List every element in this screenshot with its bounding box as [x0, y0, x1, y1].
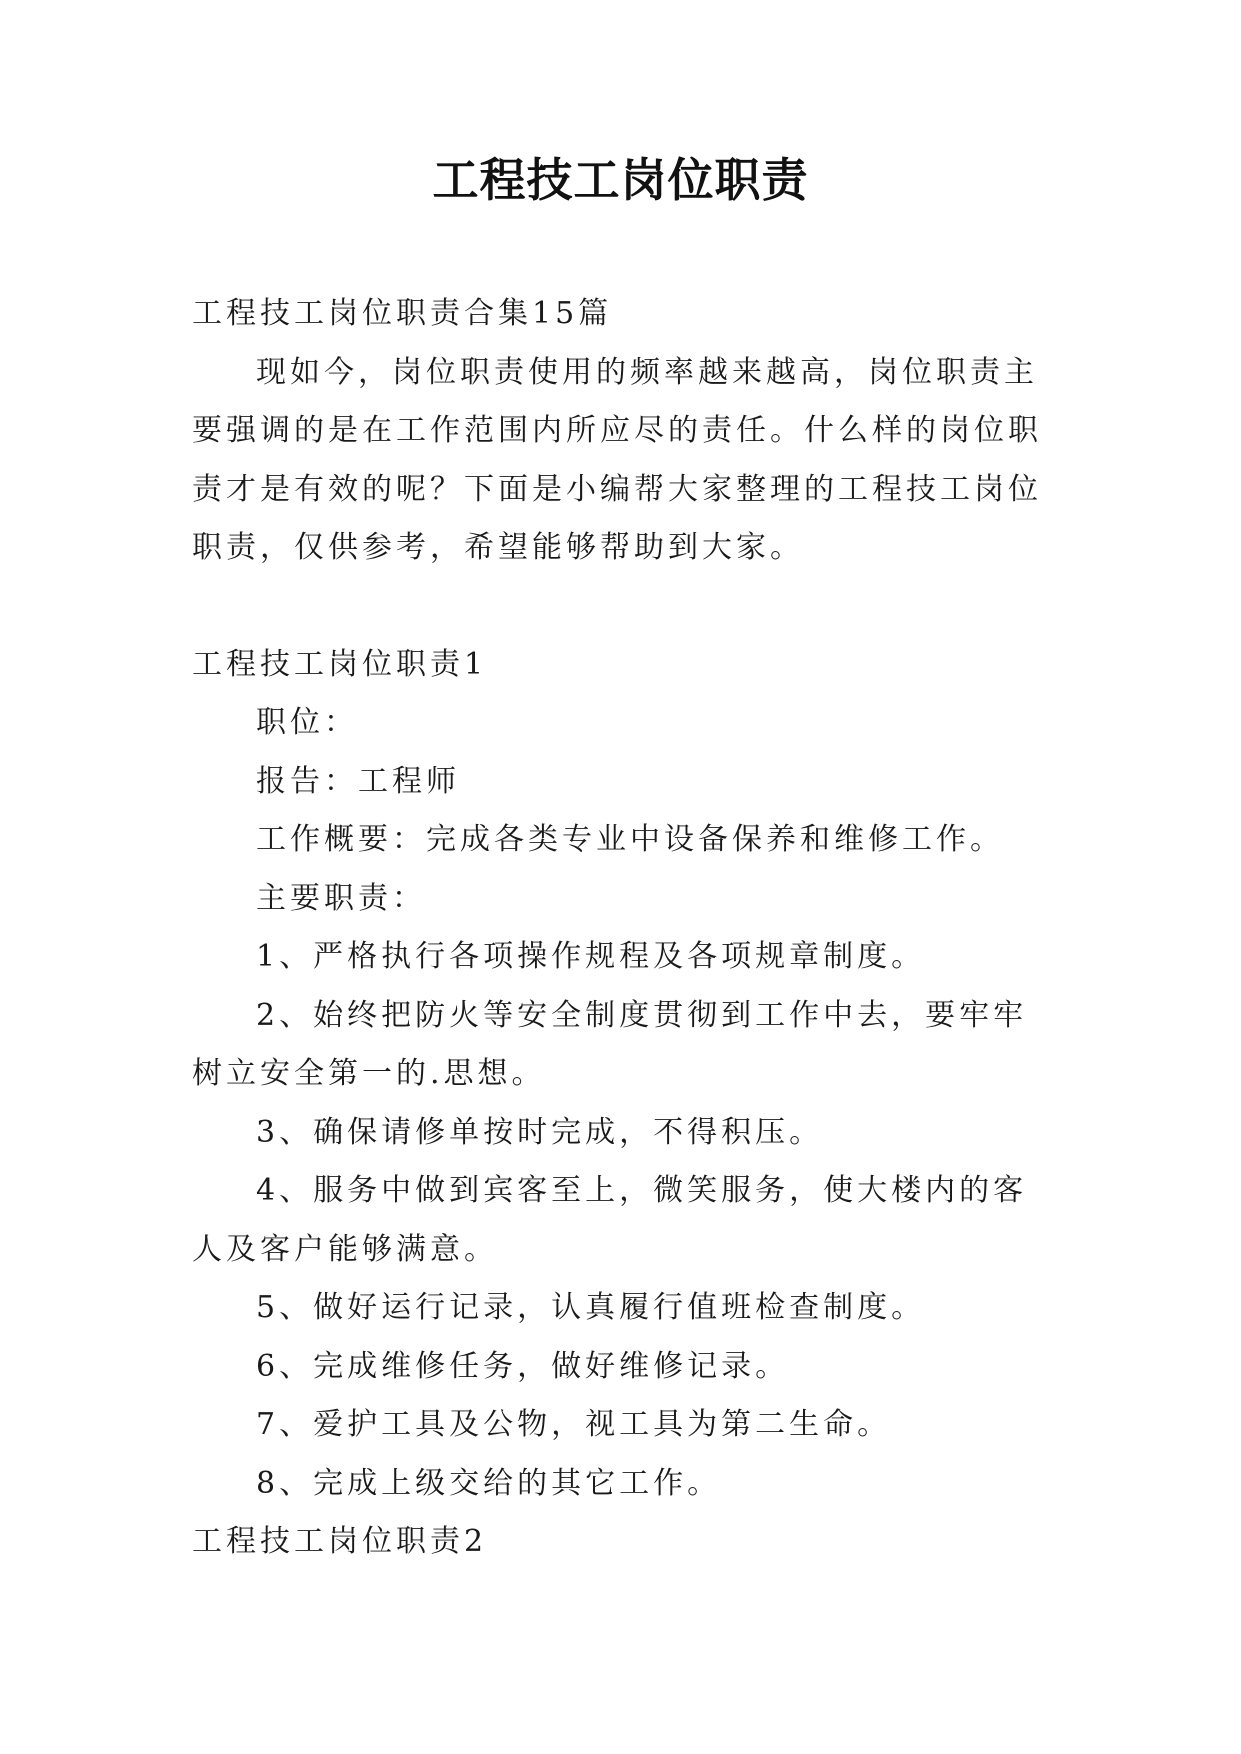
collection-subtitle: 工程技工岗位职责合集15篇: [192, 296, 613, 331]
intro-paragraph: 现如今，岗位职责使用的频率越来越高，岗位职责主要强调的是在工作范围内所应尽的责任。什么样的岗位职责才是有效的呢？下面是小编帮大家整理的工程技工岗位职责，仅供参考，希望能够帮助到大家。: [192, 354, 1042, 565]
report-line: 报告：工程师: [256, 763, 460, 799]
duty-item-7: 7、爱护工具及公物，视工具为第二生命。: [256, 1407, 892, 1442]
duty-item-8: 8、完成上级交给的其它工作。: [256, 1465, 722, 1501]
duty-item-3: 3、确保请修单按时完成，不得积压。: [256, 1114, 824, 1150]
paragraph-gap: [192, 578, 1052, 636]
document-title: 工程技工岗位职责: [432, 153, 809, 207]
duty-item-2: 2、始终把防火等安全制度贯彻到工作中去，要牢牢树立安全第一的.思想。: [192, 997, 1028, 1091]
duty-item-4: 4、服务中做到宾客至上，微笑服务，使大楼内的客人及客户能够满意。: [192, 1173, 1028, 1267]
document-body: [192, 285, 1052, 1572]
duties-label: 主要职责：: [256, 880, 426, 916]
summary-line: 工作概要：完成各类专业中设备保养和维修工作。: [256, 822, 1004, 857]
duty-item-5: 5、做好运行记录，认真履行值班检查制度。: [256, 1290, 926, 1325]
duty-item-1: 1、严格执行各项操作规程及各项规章制度。: [256, 939, 926, 974]
duty-item-6: 6、完成维修任务，做好维修记录。: [256, 1348, 790, 1384]
section-1-heading: 工程技工岗位职责1: [192, 646, 488, 682]
position-line: 职位：: [256, 705, 358, 740]
section-2-heading: 工程技工岗位职责2: [192, 1524, 488, 1559]
